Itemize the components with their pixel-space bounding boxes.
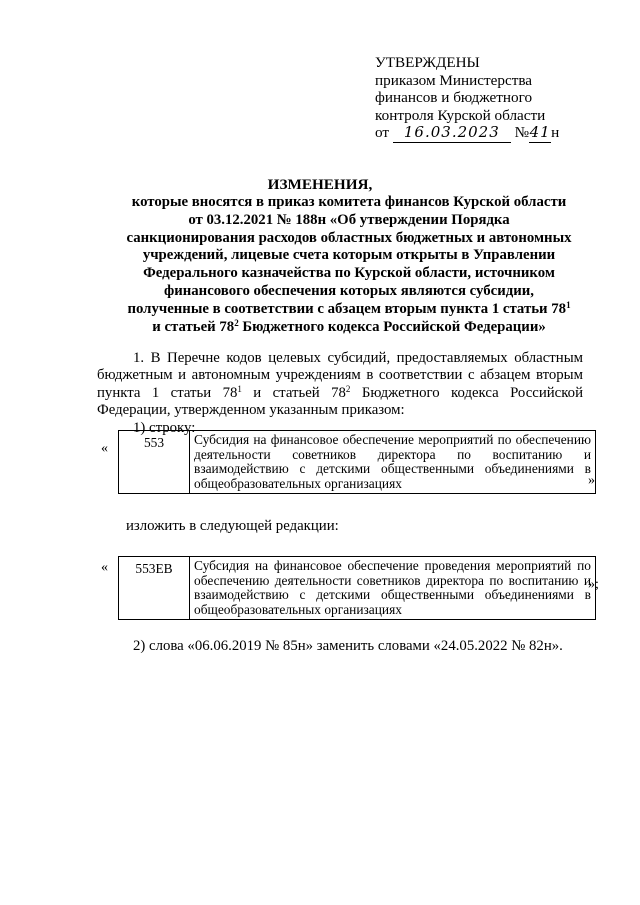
code-cell: 553ЕВ (119, 557, 190, 620)
table-row (119, 557, 596, 620)
approval-line-3: финансов и бюджетного (375, 89, 533, 107)
approval-date: 16.03.2023 (393, 124, 511, 143)
number-suffix: н (551, 124, 560, 142)
superscript: 2 (345, 383, 351, 394)
approval-block (375, 54, 625, 143)
replacement-text: изложить в следующей редакции: (126, 518, 339, 534)
close-quote-2: »; (588, 577, 599, 592)
approval-line-2: приказом Министерства (375, 71, 533, 89)
code-table-new (118, 556, 596, 620)
superscript: 1 (237, 383, 242, 394)
subtitle-line-8-text: и статьей 78 (152, 318, 235, 335)
document-title: ИЗМЕНЕНИЯ, (267, 176, 373, 193)
document-subtitle (118, 194, 580, 336)
from-label: от (375, 124, 390, 142)
approval-line-4: контроля Курской области (375, 106, 546, 124)
item-2-text: 2) слова «06.06.2019 № 85н» заменить словами «24.05.2022 № 82н». (133, 638, 563, 654)
paragraph-1 (97, 350, 583, 420)
number-label: № (514, 124, 530, 142)
subtitle-line-3: санкционирования расходов областных бюджетных и автономных (126, 229, 572, 246)
subtitle-line-7-text: полученные в соответствии с абзацем вторым пункта 1 статьи 78 (127, 300, 567, 317)
superscript: 2 (234, 317, 239, 328)
approval-heading: УТВЕРЖДЕНЫ (375, 54, 480, 71)
subtitle-line-4: учреждений, лицевые счета которым открыты в Управлении (142, 247, 556, 264)
item-1-label: 1) строку: (133, 420, 196, 436)
subtitle-line-2: от 03.12.2021 № 188н «Об утверждении Порядка (188, 211, 510, 228)
code-cell: 553 (119, 431, 190, 494)
subtitle-line-7 (118, 301, 580, 319)
para1-text-b: и статьей 78 (241, 384, 346, 401)
para1-text-a: 1. В Перечне кодов целевых субсидий, предоставляемых областным бюджетным и автономным учреждениям в соответствии с абзацем вторым пункта 1 статьи 78 (97, 350, 583, 401)
open-quote-1: « (101, 441, 108, 456)
approval-date-line (375, 124, 625, 143)
approval-number: 41 (529, 123, 551, 142)
subtitle-line-1: которые вносятся в приказ комитета финансов Курской области (131, 194, 567, 210)
open-quote-2: « (101, 560, 108, 575)
code-table-old (118, 430, 596, 494)
description-cell: Субсидия на финансовое обеспечение мероприятий по обеспечению деятельности советников директора по воспитанию и взаимодействию с детскими общественными объединениями в общеобразовательных организациях (190, 431, 596, 494)
subtitle-line-8-tail: Бюджетного кодекса Российской Федерации» (238, 318, 546, 335)
subtitle-line-6: финансового обеспечения которых являются субсидии, (164, 282, 534, 299)
close-quote-1: » (588, 473, 595, 488)
table-row (119, 431, 596, 494)
superscript: 1 (566, 299, 571, 310)
para1-text-c: Бюджетного кодекса Российской Федерации, утвержденном указанным приказом: (97, 384, 583, 419)
subtitle-line-5: Федерального казначейства по Курской области, источником (143, 265, 555, 282)
description-cell: Субсидия на финансовое обеспечение проведения мероприятий по обеспечению деятельности советников директора по воспитанию и взаимодействию с детскими общественными объединениями в общеобразовательных организациях (190, 557, 596, 620)
subtitle-line-8 (118, 319, 580, 337)
